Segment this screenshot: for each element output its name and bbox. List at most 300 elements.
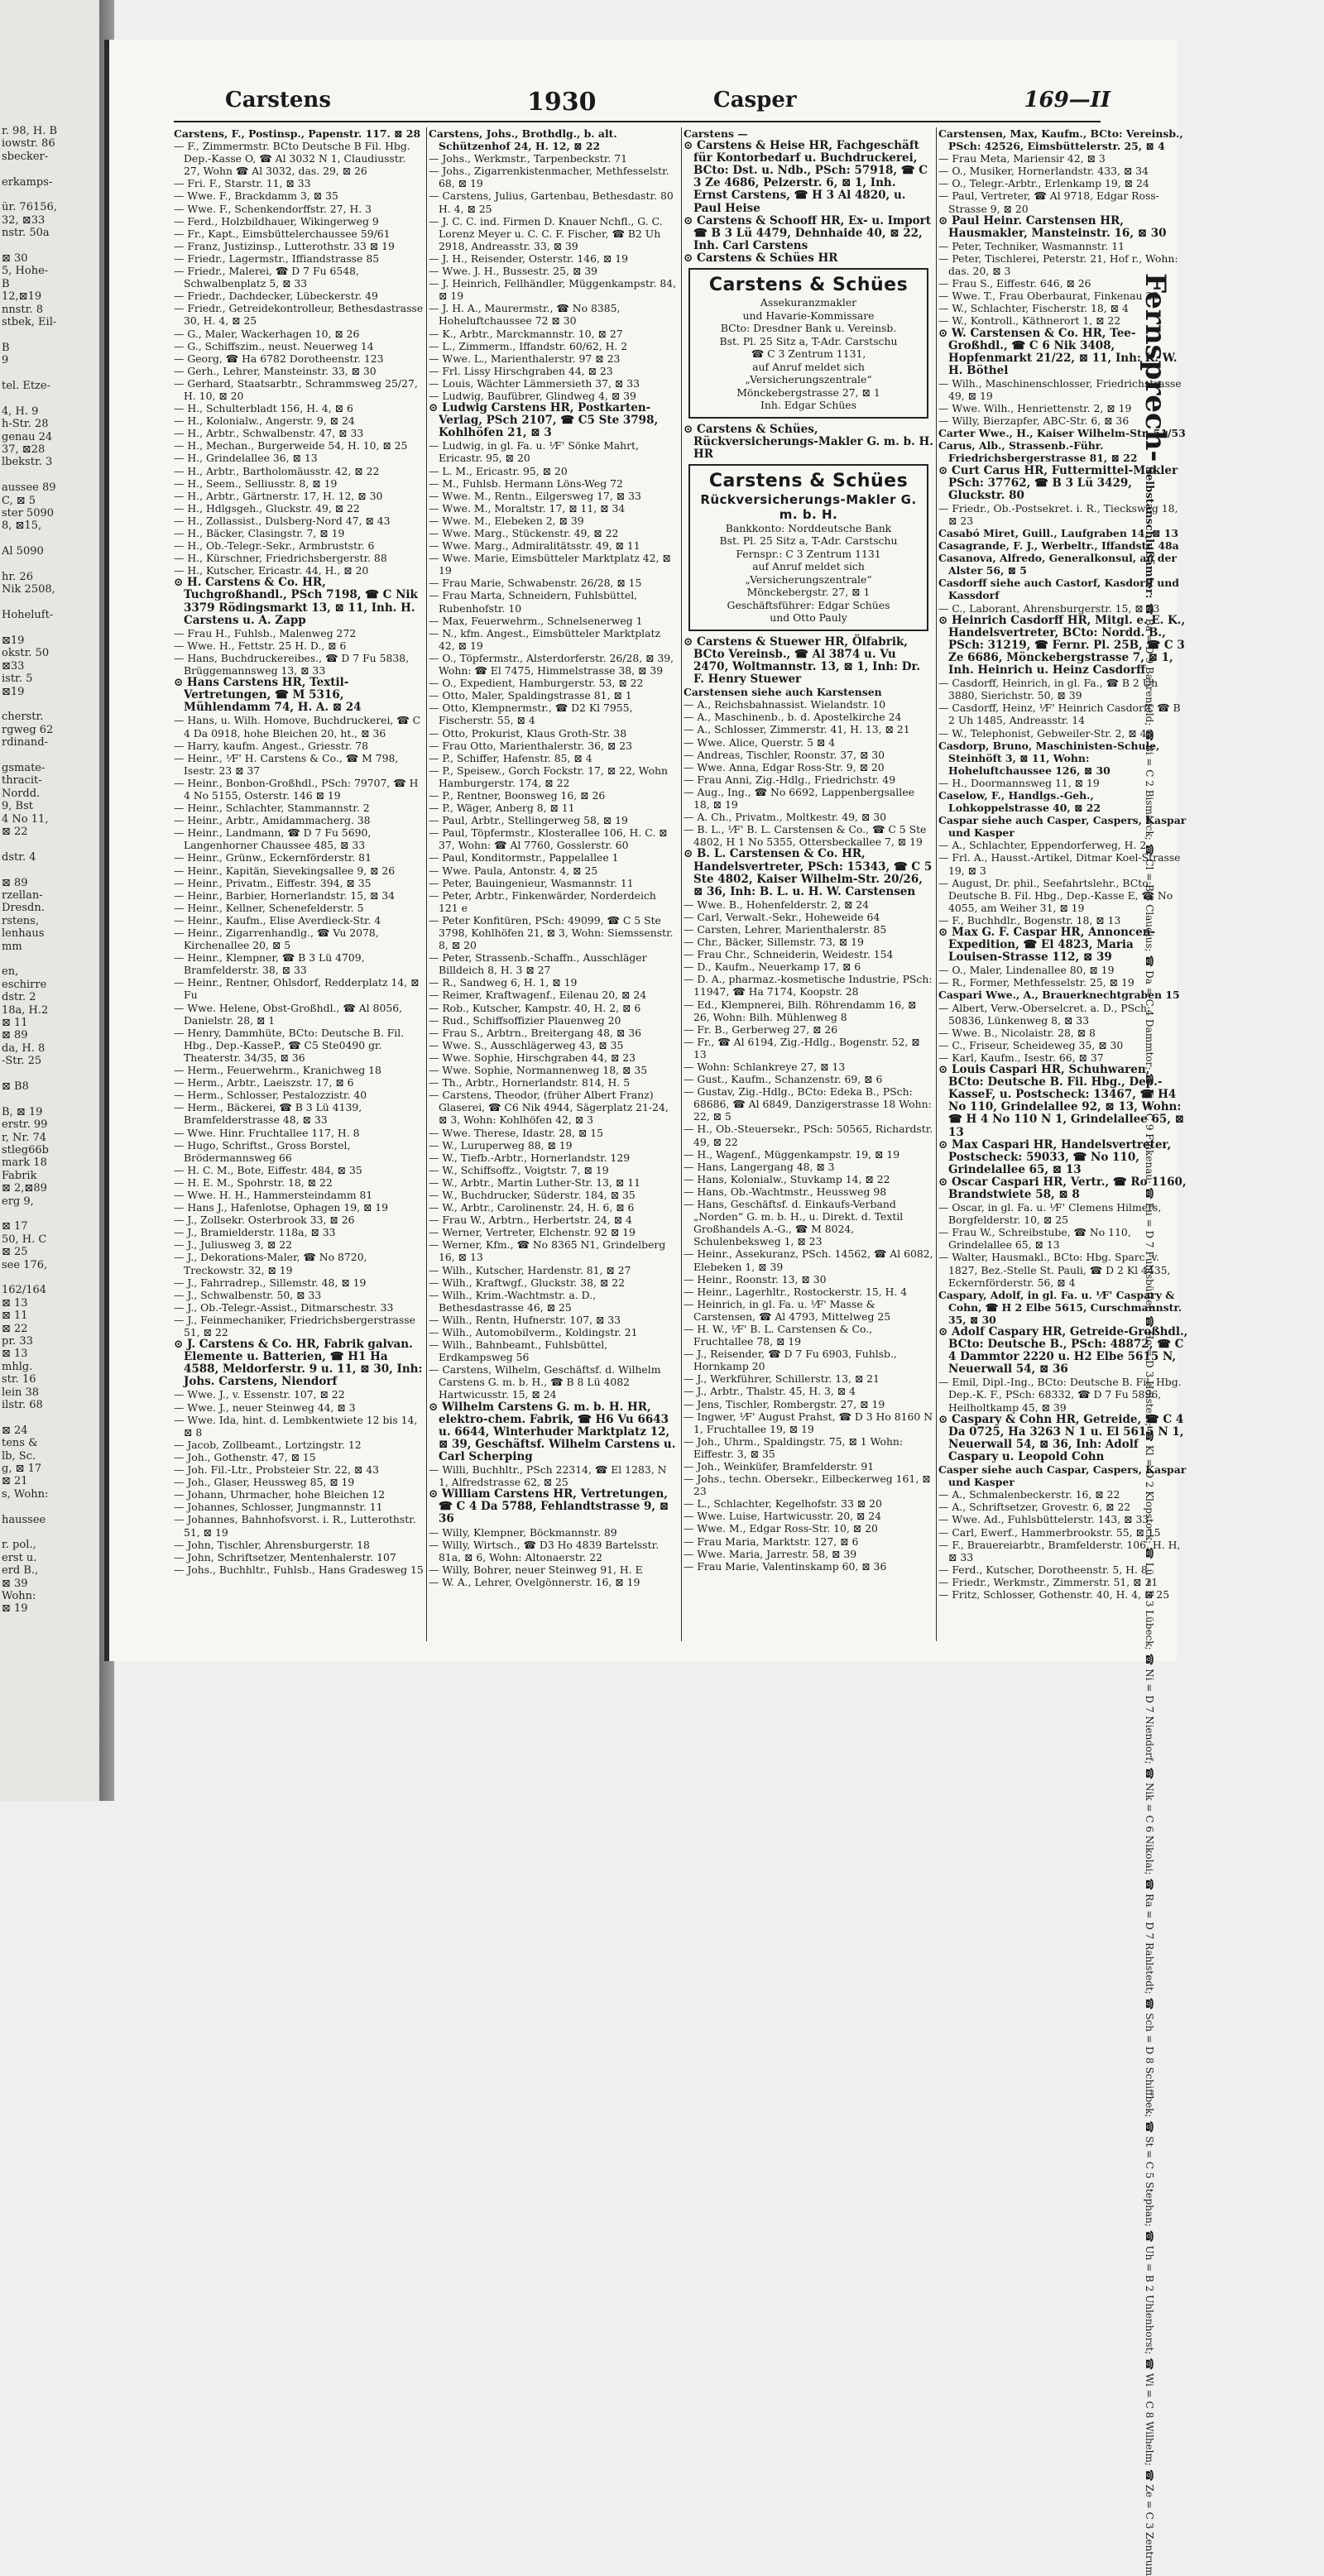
advertisement-lines: [693, 522, 923, 625]
directory-entry: — H., Seem., Selliusstr. 8, ⊠ 19: [174, 476, 338, 490]
directory-entry: — Hans, Kolonialw., Stuvkamp 14, ⊠ 22: [684, 1172, 890, 1185]
previous-page-line: see 176,: [2, 1258, 48, 1271]
previous-page-line: Nordd.: [2, 787, 41, 800]
directory-entry: — Johs., techn. Obersekr., Eilbeckerweg 161, ⊠ 23: [684, 1472, 931, 1498]
previous-page-line: -Str. 25: [2, 1055, 42, 1068]
directory-entry: — Rob., Kutscher, Kampstr. 40, H. 2, ⊠ 6: [429, 1001, 641, 1014]
advertisement-line: Bankkonto: Norddeutsche Bank: [725, 521, 892, 534]
directory-entry: Casanova, Alfredo, Generalkonsul, an der Alster 56, ⊠ 5: [938, 552, 1177, 577]
previous-page-line: ⊠ 25: [2, 1246, 28, 1259]
directory-entry: ⊙ Paul Heinr. Carstensen HR, Hausmakler, Mansteinstr. 16, ⊠ 30: [938, 213, 1167, 240]
advertisement-line: Inh. Edgar Schües: [760, 399, 856, 412]
directory-entry: — H., Schulterbladt 156, H. 4, ⊠ 6: [174, 402, 353, 415]
directory-entry: — Joh. Fil.-Ltr., Probsteier Str. 22, ⊠ 43: [174, 1463, 379, 1477]
directory-entry: Caspar siehe auch Casper, Caspers, Kaspar und Kasper: [938, 814, 1187, 840]
directory-entry: ⊙ Carstens & Schües HR: [684, 251, 838, 265]
directory-entry: — Wwe. B., Nicolaistr. 28, ⊠ 8: [938, 1026, 1096, 1039]
previous-page-line: r. 98, H. B: [2, 125, 58, 137]
directory-entry: — Paul, Vertreter, ☎ Al 9718, Edgar Ross-Strasse 9, ⊠ 20: [938, 189, 1159, 215]
advertisement-line: ☎ C 3 Zentrum 1131,: [751, 347, 866, 361]
directory-page: [104, 40, 1188, 1661]
column-1: [174, 127, 424, 1641]
directory-entry: — Hans, u. Wilh. Homove, Buchdruckerei, ☎ C 4 Da 0918, hohe Bleichen 20, ht., ⊠ 36: [174, 714, 421, 740]
directory-entry: — H., Bäcker, Clasingstr. 7, ⊠ 19: [174, 527, 345, 539]
previous-page-fragment: [0, 0, 99, 1801]
directory-entry: — Frau H., Fuhlsb., Malenweg 272: [174, 626, 357, 639]
previous-page-line: mhlg.: [2, 1360, 33, 1373]
directory-entry: — Hans J., Hafenlotse, Ophagen 19, ⊠ 19: [174, 1201, 389, 1214]
column-2: [429, 127, 679, 1641]
directory-entry: — O., Telegr.-Arbtr., Erlenkamp 19, ⊠ 24: [938, 177, 1149, 190]
directory-entry: — Wwe. Paula, Antonstr. 4, ⊠ 25: [429, 864, 598, 877]
previous-page-line: ⊠ 2,⊠89: [2, 1182, 47, 1195]
directory-entry: — Wwe. M., Edgar Ross-Str. 10, ⊠ 20: [684, 1522, 878, 1535]
directory-entry: — Friedr., Dachdecker, Lübeckerstr. 49: [174, 290, 378, 303]
directory-entry: — Herm., Schlosser, Pestalozzistr. 40: [174, 1089, 367, 1102]
previous-page-line: ster 5090: [2, 507, 55, 520]
previous-page-line: ür. 76156,: [2, 201, 57, 214]
directory-entry: — H., Arbtr., Gärtnerstr. 17, H. 12, ⊠ 30: [174, 489, 383, 502]
advertisement-line: Geschäftsführer: Edgar Schües: [727, 598, 890, 611]
directory-entry: — Wwe. F., Brackdamm 3, ⊠ 35: [174, 189, 338, 203]
previous-page-line: 8, ⊠15,: [2, 520, 42, 533]
directory-entry: — H., Kutscher, Ericastr. 44, H., ⊠ 20: [174, 564, 369, 577]
directory-entry: — Hans, Langergang 48, ⊠ 3: [684, 1160, 835, 1173]
directory-entry: ⊙ Oscar Caspari HR, Vertr., ☎ Ro 1160, Brandstwiete 58, ⊠ 8: [938, 1175, 1187, 1201]
directory-entry: — H., Kolonialw., Angerstr. 9, ⊠ 24: [174, 414, 355, 428]
directory-entry: — H., Ob.-Telegr.-Sekr., Armbruststr. 6: [174, 539, 375, 553]
advertisement-line: auf Anruf meldet sich: [752, 560, 865, 573]
directory-entry: — Chr., Bäcker, Sillemstr. 73, ⊠ 19: [684, 936, 864, 949]
directory-entry: — Ferd., Kutscher, Dorotheenstr. 5, H. 8: [938, 1563, 1148, 1576]
previous-page-line: Al 5090: [2, 545, 44, 558]
directory-entry: — A. Ch., Privatm., Moltkestr. 49, ⊠ 30: [684, 811, 887, 824]
directory-entry: — Karl, Kaufm., Isestr. 66, ⊠ 37: [938, 1051, 1104, 1064]
directory-entry: — W., Tiefb.-Arbtr., Hornerlandstr. 129: [429, 1151, 631, 1164]
directory-entry: — W. A., Lehrer, Ovelgönnerstr. 16, ⊠ 19: [429, 1575, 640, 1588]
directory-entry: — J., Werkführer, Schillerstr. 13, ⊠ 21: [684, 1372, 880, 1386]
directory-entry: — Hans, Geschäftsf. d. Einkaufs-Verband „Norden“ G. m. b. H., u. Direkt. d. Textil Großhandels A.-G., ☎ M 8024, Schulenbeksweg 1, ⊠ 23: [684, 1198, 904, 1248]
directory-entry: — J., Fahrradrep., Sillemstr. 48, ⊠ 19: [174, 1276, 367, 1289]
directory-entry: — W., Luruperweg 88, ⊠ 19: [429, 1138, 573, 1152]
directory-entry: — Heinr., Privatm., Eiffestr. 394, ⊠ 35: [174, 876, 372, 889]
directory-entry: — Wwe. Anna, Edgar Ross-Str. 9, ⊠ 20: [684, 760, 885, 773]
directory-entry: — Wwe. J., v. Essenstr. 107, ⊠ 22: [174, 1388, 345, 1401]
directory-entry: — Wwe. Alice, Querstr. 5 ⊠ 4: [684, 735, 836, 749]
previous-page-line: 5, Hohe-: [2, 265, 49, 278]
directory-entry: — O., Expedient, Hamburgerstr. 53, ⊠ 22: [429, 677, 644, 690]
directory-entry: — Heinr., Zigarrenhandlg., ☎ Vu 2078, Kirchenallee 20, ⊠ 5: [174, 926, 379, 952]
directory-entry: ⊙ J. Carstens & Co. HR, Fabrik galvan. Elemente u. Batterien, ☎ H1 Ha 4588, Meldorferstr. 9 u. 11, ⊠ 30, Inh: Johs. Carstens, Niendorf: [174, 1338, 423, 1389]
directory-entry: — Emil, Dipl.-Ing., BCto: Deutsche B. Fil. Hbg. Dep.-K. F., PSch: 68332, ☎ D 7 Fu 5896, Heilholtkamp 45, ⊠ 39: [938, 1376, 1182, 1414]
directory-entry: — Herm., Arbtr., Laeiszstr. 17, ⊠ 6: [174, 1076, 354, 1089]
column-divider: [426, 127, 427, 1641]
previous-page-line: mm: [2, 940, 22, 953]
directory-entry: — Friedr., Getreidekontrolleur, Bethesdastrasse 30, H. 4, ⊠ 25: [174, 302, 424, 328]
directory-entry: — C., Laborant, Ahrensburgerstr. 15, ⊠ 33: [938, 601, 1160, 615]
advertisement-subtitle: Rückversicherungs-Makler G. m. b. H.: [700, 491, 917, 522]
sidebar-text: [1130, 273, 1172, 2576]
sidebar-subtitle: Selbstanschlußämter:: [1143, 466, 1155, 599]
directory-entry: — A., Schlosser, Zimmerstr. 41, H. 13, ⊠ 21: [684, 723, 910, 736]
directory-entry: — Frau Chr., Schneiderin, Weidestr. 154: [684, 948, 894, 961]
directory-entry: — H., Arbtr., Bartholomäusstr. 42, ⊠ 22: [174, 464, 380, 477]
page-header: [159, 88, 1111, 116]
previous-page-line: ⊠ 19: [2, 1602, 28, 1616]
previous-page-line: B: [2, 277, 10, 290]
advertisement-line: Mönckebergstrasse 27, ⊠ 1: [736, 385, 880, 399]
directory-entry: — Frl. A., Hausst.-Artikel, Ditmar Koel-Strasse 19, ⊠ 3: [938, 851, 1181, 877]
previous-page-line: Fabrik: [2, 1169, 37, 1182]
directory-entry: — Gust., Kaufm., Schanzenstr. 69, ⊠ 6: [684, 1073, 883, 1086]
directory-entry: — Th., Arbtr., Hornerlandstr. 814, H. 5: [429, 1076, 631, 1089]
advertisement-line: Fernspr.: C 3 Zentrum 1131: [736, 547, 881, 560]
advertisement-line: „Versicherungszentrale“: [745, 373, 872, 386]
advertisement-line: BCto: Dresdner Bank u. Vereinsb.: [720, 322, 897, 335]
directory-entry: — M., Fuhlsb. Hermann Löns-Weg 72: [429, 476, 623, 490]
directory-entry: — W., Schlachter, Fischerstr. 18, ⊠ 4: [938, 302, 1129, 315]
directory-entry: — Ludwig, Baufübrer, Glindweg 4, ⊠ 39: [429, 389, 636, 402]
directory-entry: — C., Friseur, Scheideweg 35, ⊠ 30: [938, 1038, 1124, 1051]
directory-entry: — W., Buchdrucker, Süderstr. 184, ⊠ 35: [429, 1188, 636, 1201]
directory-entry: — Wilh., Rentn, Hufnerstr. 107, ⊠ 33: [429, 1313, 621, 1326]
directory-entry: — Frl. Lissy Hirschgraben 44, ⊠ 23: [429, 364, 613, 377]
directory-entry: — Johann, Uhrmacher, hohe Bleichen 12: [174, 1488, 386, 1501]
previous-page-line: cherstr.: [2, 711, 44, 724]
directory-entry: — Wwe. F., Schenkendorffstr. 27, H. 3: [174, 202, 372, 215]
directory-entry: — H., Mechan., Burgerweide 54, H. 10, ⊠ 25: [174, 439, 408, 452]
directory-entry: ⊙ Louis Caspari HR, Schuhwaren, BCto: Deutsche B. Fil. Hbg., Dep.-KasseF, u. Postscheck: 13467, ☎ H4 No 110, Grindelallee 92, ⊠ 13, Wohn: ☎ H 4 No 110 N 1, Grindelallee 65, ⊠ 13: [938, 1063, 1184, 1139]
previous-page-line: 4 No 11,: [2, 812, 49, 826]
directory-entry: — John, Schriftsetzer, Mentenhalerstr. 107: [174, 1550, 396, 1563]
previous-page-line: lbekstr. 3: [2, 456, 53, 469]
directory-entry: — Wwe. M., Elebeken 2, ⊠ 39: [429, 514, 584, 527]
advertisement-line: und Otto Pauly: [770, 611, 847, 625]
directory-entry: — Wilh., Maschinenschlosser, Friedrichstrasse 49, ⊠ 19: [938, 376, 1182, 402]
directory-entry: ⊙ Curt Carus HR, Futtermittel-Makler PSch: 37762, ☎ B 3 Lü 3429, Gluckstr. 80: [938, 463, 1178, 502]
directory-entry: — Wwe. Marg., Admiralitätsstr. 49, ⊠ 11: [429, 539, 640, 553]
directory-entry: — Wwe. Hinr. Fruchtallee 117, H. 8: [174, 1126, 360, 1139]
directory-entry: — Carstens, Julius, Gartenbau, Bethesdastr. 80 H. 4, ⊠ 25: [429, 189, 674, 215]
advertisement-line: „Versicherungszentrale“: [745, 572, 872, 586]
directory-entry: Casper siehe auch Caspar, Caspers, Kaspar und Kasper: [938, 1463, 1187, 1489]
column-3-bottom-entries: [684, 636, 933, 1573]
directory-entry: — Heinr., Barbier, Hornerlandstr. 15, ⊠ 34: [174, 888, 396, 902]
previous-page-line: erstr. 99: [2, 1118, 48, 1132]
directory-entry: — Wwe. M., Rentn., Eilgersweg 17, ⊠ 33: [429, 489, 641, 502]
previous-page-line: h-Str. 28: [2, 418, 49, 431]
previous-page-line: ⊠ 13: [2, 1296, 28, 1310]
directory-entry: — Johs., Zigarrenkistenmacher, Methfesselstr. 68, ⊠ 19: [429, 165, 669, 190]
directory-entry: — Ferd., Holzbildhauer, Wikingerweg 9: [174, 214, 379, 227]
previous-page-line: 9: [2, 354, 9, 367]
directory-entry: — Wwe. M., Moraltstr. 17, ⊠ 11, ⊠ 34: [429, 501, 626, 515]
directory-entry: — P., Rentner, Boonsweg 16, ⊠ 26: [429, 788, 606, 802]
previous-page-line: str. 16: [2, 1373, 36, 1386]
directory-entry: — Heinr., Rentner, Ohlsdorf, Redderplatz 14, ⊠ Fu: [174, 976, 420, 1002]
column-divider: [681, 127, 682, 1641]
directory-entry: — Werner, Kfm., ☎ No 8365 N1, Grindelberg 16, ⊠ 13: [429, 1238, 666, 1264]
directory-entry: ⊙ William Carstens HR, Vertretungen, ☎ C 4 Da 5788, Fehlandtstrasse 9, ⊠ 36: [429, 1487, 669, 1526]
previous-page-line: r, Nr. 74: [2, 1131, 47, 1144]
previous-page-line: 9, Bst: [2, 800, 33, 813]
previous-page-line: erd B.,: [2, 1564, 39, 1578]
directory-entry: — Wwe. Wilh., Henriettenstr. 2, ⊠ 19: [938, 402, 1132, 415]
previous-page-line: B: [2, 341, 10, 354]
directory-entry: — Ingwer, ⅟F' August Prahst, ☎ D 3 Ho 8160 N 1, Fruchtallee 19, ⊠ 19: [684, 1410, 933, 1435]
previous-page-line: r. pol.,: [2, 1539, 36, 1552]
directory-entry: — O., Maler, Lindenallee 80, ⊠ 19: [938, 964, 1115, 977]
directory-entry: — Andreas, Tischler, Roonstr. 37, ⊠ 30: [684, 748, 885, 761]
previous-page-line: B, ⊠ 19: [2, 1105, 43, 1118]
previous-page-line: ⊠ 11: [2, 1310, 28, 1323]
directory-entry: — Frau Marie, Valentinskamp 60, ⊠ 36: [684, 1559, 887, 1573]
directory-entry: — Wwe. J., neuer Steinweg 44, ⊠ 3: [174, 1401, 356, 1414]
directory-entry: — Fritz, Schlosser, Gothenstr. 40, H. 4, ⊠ 25: [938, 1587, 1170, 1601]
directory-entry: ⊙ Hans Carstens HR, Textil-Vertretungen, ☎ M 5316, Mühlendamm 74, H. A. ⊠ 24: [174, 676, 362, 715]
directory-entry: Carstens, F., Postinsp., Papenstr. 117. ⊠ 28: [174, 127, 421, 140]
previous-page-line: iowstr. 86: [2, 137, 55, 151]
previous-page-line: dstr. 4: [2, 850, 36, 864]
directory-entry: — Peter Konfitüren, PSch: 49099, ☎ C 5 Ste 3798, Kohlhöfen 21, ⊠ 3, Wohn: Siemssenstr. 8, ⊠ 20: [429, 913, 674, 952]
directory-entry: — Friedr., Malerei, ☎ D 7 Fu 6548, Schwalbenplatz 5, ⊠ 33: [174, 265, 359, 290]
directory-entry: — Wwe. Sophie, Hirschgraben 44, ⊠ 23: [429, 1051, 636, 1064]
directory-entry: ⊙ B. L. Carstensen & Co. HR, Handelsvertreter, PSch: 15343, ☎ C 5 Ste 4802, Kaiser Wilhelm-Str. 20/26, ⊠ 36, Inh: B. L. u. H. W. Carstensen: [684, 847, 933, 898]
directory-entry: — Wwe. Therese, Idastr. 28, ⊠ 15: [429, 1126, 604, 1139]
previous-page-line: ⊠ 11: [2, 1017, 28, 1029]
previous-page-line: s, Wohn:: [2, 1487, 49, 1501]
directory-entry: ⊙ Caspary & Cohn HR, Getreide, ☎ C 4 Da 0725, Ha 3263 N 1 u. El 5615 N 1, Neuerwall 54, ⊠ 36, Inh: Adolf Caspary u. Leopold Cohn: [938, 1412, 1184, 1463]
directory-entry: ⊙ Carstens & Schües, Rückversicherungs-Makler G. m. b. H. HR: [684, 422, 933, 461]
directory-entry: — Gerh., Lehrer, Mansteinstr. 33, ⊠ 30: [174, 364, 377, 377]
directory-entry: — Heinr., Klempner, ☎ B 3 Lü 4709, Bramfelderstr. 38, ⊠ 33: [174, 951, 365, 977]
directory-entry: — Wwe. Helene, Obst-Großhdl., ☎ Al 8056, Danielstr. 28, ⊠ 1: [174, 1001, 403, 1027]
directory-entry: — Louis, Wächter Lämmersieth 37, ⊠ 33: [429, 376, 640, 390]
previous-page-line: erst u.: [2, 1551, 37, 1564]
directory-entry: — K., Arbtr., Marckmannstr. 10, ⊠ 27: [429, 327, 623, 340]
previous-page-line: stleg66b: [2, 1144, 49, 1156]
advertisement-line: auf Anruf meldet sich: [752, 360, 865, 373]
directory-entry: — Fri. F., Starstr. 11, ⊠ 33: [174, 177, 311, 190]
previous-page-line: ⊠ 89: [2, 1029, 28, 1042]
advertisement-line: Mönckebergstr. 27, ⊠ 1: [746, 586, 871, 599]
directory-entry: — Wwe. T., Frau Oberbaurat, Finkenau 29: [938, 290, 1159, 303]
directory-entry: ⊙ Ludwig Carstens HR, Postkarten-Verlag, PSch 2107, ☎ C5 Ste 3798, Kohlhöfen 21, ⊠ 3: [429, 401, 659, 440]
previous-page-line: rzellan-: [2, 889, 43, 902]
directory-entry: — J., Zollsekr. Osterbrook 33, ⊠ 26: [174, 1214, 355, 1227]
header-rule: [174, 121, 1101, 122]
directory-entry: — O., Töpfermstr., Alsterdorferstr. 26/28, ⊠ 39, Wohn: ☎ El 7475, Himmelstrasse 38, ⊠ 39: [429, 651, 674, 678]
previous-page-line: ⊠ 30: [2, 252, 28, 265]
previous-page-line: da, H. 8: [2, 1041, 46, 1055]
previous-page-line: 4, H. 9: [2, 405, 39, 418]
directory-entry: — Ludwig, in gl. Fa. u. ⅟F' Sönke Mahrt, Ericastr. 95, ⊠ 20: [429, 439, 639, 465]
directory-entry: — Paul, Arbtr., Stellingerweg 58, ⊠ 19: [429, 814, 628, 827]
directory-entry: — H., Ob.-Steuersekr., PSch: 50565, Richardstr. 49, ⊠ 22: [684, 1123, 933, 1148]
previous-page-line: 50, H. C: [2, 1233, 47, 1246]
directory-entry: — Wwe. Sophie, Normannenweg 18, ⊠ 35: [429, 1064, 648, 1077]
header-first-name: Carstens: [225, 88, 331, 113]
previous-page-line: ⊠ 22: [2, 826, 28, 838]
directory-entry: — Wwe. Marg., Stückenstr. 49, ⊠ 22: [429, 527, 619, 539]
directory-entry: — J. H. A., Maurermstr., ☎ No 8385, Hoheluftchaussee 72 ⊠ 30: [429, 302, 621, 328]
directory-entry: — Willi, Buchhltr., PSch 22314, ☎ El 1283, N 1, Alfredstrasse 62, ⊠ 25: [429, 1463, 667, 1489]
previous-page-line: ilstr. 68: [2, 1399, 43, 1411]
directory-entry: — L., Schlachter, Kegelhofstr. 33 ⊠ 20: [684, 1497, 882, 1511]
directory-entry: — Wilh., Automobilverm., Koldingstr. 21: [429, 1326, 638, 1338]
directory-entry: — Oscar, in gl. Fa. u. ⅟F' Clemens Hilmers, Borgfelderstr. 10, ⊠ 25: [938, 1201, 1162, 1227]
directory-entry: ⊙ Wilhelm Carstens G. m. b. H. HR, elektro-chem. Fabrik, ☎ H6 Vu 6643 u. 6644, Winterhuder Marktplatz 12, ⊠ 39, Geschäftsf. Wilhelm Carstens u. Carl Scherping: [429, 1400, 676, 1463]
directory-entry: — Paul, Töpfermstr., Klosterallee 106, H. C. ⊠ 37, Wohn: ☎ Al 7760, Gosslerstr. 60: [429, 826, 668, 852]
previous-page-line: ⊠ 17: [2, 1220, 28, 1233]
previous-page-line: rdinand-: [2, 736, 48, 749]
directory-entry: ⊙ W. Carstensen & Co. HR, Tee-Großhdl., ☎ C 6 Nik 3408, Hopfenmarkt 21/22, ⊠ 11, Inh: K. W. H. Böthel: [938, 326, 1178, 377]
directory-entry: — Wwe. S., Ausschlägerweg 43, ⊠ 35: [429, 1038, 624, 1051]
previous-page-line: eschirre: [2, 978, 47, 991]
directory-entry: Carus, Alb., Strassenb.-Führ. Friedrichsbergerstrasse 81, ⊠ 22: [938, 439, 1138, 465]
directory-entry: — J., Feinmechaniker, Friedrichsbergerstrasse 51, ⊠ 22: [174, 1313, 415, 1338]
directory-entry: — Hans, Buchdruckereibes., ☎ D 7 Fu 5838, Brüggemannsweg 13, ⊠ 33: [174, 651, 410, 678]
previous-page-line: ⊠33: [2, 659, 25, 673]
directory-entry: ⊙ Adolf Caspary HR, Getreide-Großhdl., BCto: Deutsche B., PSch: 48872, ☎ C 4 Dammtor 2220 u. H2 Elbe 5615 N, Neuerwall 54, ⊠ 36: [938, 1325, 1188, 1377]
previous-page-line: ⊠ 39: [2, 1577, 28, 1590]
directory-entry: — J., Schwalbenstr. 50, ⊠ 33: [174, 1288, 322, 1301]
directory-entry: — Wwe. Marie, Eimsbütteler Marktplatz 42, ⊠ 19: [429, 552, 671, 577]
directory-entry: — Wilh., Bahnbeamt., Fuhlsbüttel, Erdkampsweg 56: [429, 1338, 608, 1364]
directory-entry: — Friedr., Werkmstr., Zimmerstr. 51, ⊠ 21: [938, 1575, 1158, 1588]
directory-entry: Caselow, F., Handlgs.-Geh., Lohkoppelstrasse 40, ⊠ 22: [938, 788, 1101, 815]
directory-entry: — Frau S., Arbtrn., Breitergang 48, ⊠ 36: [429, 1026, 641, 1039]
directory-entry: — Otto, Klempnermstr., ☎ D2 Kl 7955, Fischerstr. 55, ⊠ 4: [429, 701, 633, 727]
directory-entry: — D., Kaufm., Neuerkamp 17, ⊠ 6: [684, 960, 861, 974]
directory-entry: — Frau W., Arbtrn., Herbertstr. 24, ⊠ 4: [429, 1214, 632, 1227]
directory-entry: — Peter, Strassenb.-Schaffn., Ausschläger Billdeich 8, H. 3 ⊠ 27: [429, 951, 647, 977]
directory-entry: — W., Kontroll., Käthnerort 1, ⊠ 22: [938, 314, 1121, 328]
directory-entry: — Hugo, Schriftst., Gross Borstel, Brödermannsweg 66: [174, 1138, 351, 1164]
previous-page-line: ⊠ B8: [2, 1080, 29, 1093]
directory-entry: — L., Zimmerm., Iffandstr. 60/62, H. 2: [429, 339, 628, 352]
previous-page-line: dstr. 2: [2, 991, 36, 1004]
directory-entry: — Friedr., Ob.-Postsekret. i. R., Tiecksweg 18, ⊠ 23: [938, 501, 1178, 527]
previous-page-line: stbek, Eil-: [2, 316, 57, 328]
directory-entry: — O., Musiker, Hornerlandstr. 433, ⊠ 34: [938, 165, 1149, 178]
previous-page-line: hr. 26: [2, 571, 33, 583]
directory-entry: — Gustav, Zig.-Hdlg., BCto: Edeka B., PSch: 68686, ☎ Al 6849, Danzigerstrasse 18 Wohn: 22, ⊠ 5: [684, 1085, 932, 1123]
sidebar-exchange-codes: ☎ Ba = D 9 Bahrenfeld; ☎ Bi = C 2 Bismarck; ☎ Cl = B 8 Claudius; ☎ Da = C 4 Dammtor; ☎ Fi = C 9 Finkenau; ☎ Fu = D 7 Fuhlsbüttel; ☎ Ho = D 3 Holstein; ☎ Kl = D 2 Klopstock; ☎ Lü = B 3 Lübeck; ☎ Ni = D 7 Niendorf; ☎ Nik = C 6 Nikolai; ☎ Ra = D 7 Rahlstedt; ☎ Sch = D 8 Schiffbek; ☎ St = C 5 Stephan; ☎ Uh = B 2 Uhlenhorst; ☎ Wi = C 8 Wilhelm; ☎ Ze = C 3 Zentrum: [1144, 602, 1155, 2576]
directory-entry: — Peter, Bauingenieur, Wasmannstr. 11: [429, 876, 634, 889]
directory-entry: — Wohn: Schlankreye 27, ⊠ 13: [684, 1061, 846, 1073]
directory-entry: — Heinr., Lagerhltr., Rostockerstr. 15, H. 4: [684, 1285, 908, 1298]
previous-page-line: C, ⊠ 5: [2, 494, 36, 507]
previous-page-line: Hoheluft-: [2, 609, 54, 622]
advertisement-line: und Havarie-Kommissare: [742, 309, 875, 322]
directory-entry: — F., Zimmermstr. BCto Deutsche B Fil. Hbg. Dep.-Kasse O, ☎ Al 3032 N 1, Claudiusstr. 27, Wohn ☎ Al 3032, das. 29, ⊠ 26: [174, 140, 410, 178]
directory-entry: — Joh., Gothenstr. 47, ⊠ 15: [174, 1450, 316, 1463]
directory-entry: — Johannes, Bahnhofsvorst. i. R., Lutterothstr. 51, ⊠ 19: [174, 1513, 416, 1539]
directory-entry: — Gerhard, Staatsarbtr., Schrammsweg 25/27, H. 10, ⊠ 20: [174, 376, 418, 402]
previous-page-line: Nik 2508,: [2, 583, 55, 596]
directory-entry: — H., Wagenf., Müggenkampstr. 19, ⊠ 19: [684, 1147, 900, 1161]
previous-page-line: ⊠19: [2, 634, 25, 647]
directory-entry: — Frau Marie, Schwabenstr. 26/28, ⊠ 15: [429, 577, 642, 590]
directory-entry: — P., Schiffer, Hafenstr. 85, ⊠ 4: [429, 751, 592, 764]
directory-entry: — Wwe. J. H., Bussestr. 25, ⊠ 39: [429, 265, 598, 278]
directory-entry: — Carstens, Wilhelm, Geschäftsf. d. Wilhelm Carstens G. m. b. H., ☎ B 8 Lü 4082 Hartwicusstr. 15, ⊠ 24: [429, 1363, 661, 1401]
directory-entry: — L. M., Ericastr. 95, ⊠ 20: [429, 464, 568, 477]
directory-entry: — Carl, Ewerf., Hammerbrookstr. 55, ⊠ 15: [938, 1525, 1161, 1539]
directory-entry: — Heinr., Kellner, Schenefelderstr. 5: [174, 901, 364, 914]
directory-entry: — H., Kürschner, Friedrichsbergerstr. 88: [174, 552, 387, 565]
directory-entry: Casdorp, Bruno, Maschinisten-Schule, Steinhöft 3, ⊠ 11, Wohn: Hoheluftchaussee 126, ⊠ 30: [938, 739, 1160, 777]
directory-entry: Casagrande, F. J., Werbeltr., Iffandstr. 48a: [938, 539, 1179, 553]
column-3-top-entries: [684, 127, 933, 265]
previous-page-line: thracit-: [2, 774, 42, 788]
directory-entry: — Heinr., Kapitän, Sievekingsallee 9, ⊠ 26: [174, 864, 396, 877]
directory-entry: — Wilh., Krim.-Wachtmstr. a. D., Bethesdastrasse 46, ⊠ 25: [429, 1288, 597, 1314]
directory-entry: Caspari Wwe., A., Brauerknechtgraben 15: [938, 989, 1180, 1002]
directory-entry: — Friedr., Lagermstr., Iffiandstrasse 85: [174, 251, 380, 265]
directory-entry: Carstens, Johs., Brothdlg., b. alt. Schützenhof 24, H. 12, ⊠ 22: [429, 127, 617, 153]
directory-entry: — Jacob, Zollbeamt., Lortzingstr. 12: [174, 1438, 362, 1451]
previous-page-line: sbecker-: [2, 150, 49, 163]
directory-entry: Carter Wwe., H., Kaiser Wilhelm-Str. 51/53: [938, 427, 1186, 440]
directory-entry: — Frau Otto, Marienthalerstr. 36, ⊠ 23: [429, 739, 632, 752]
directory-entry: ⊙ H. Carstens & Co. HR, Tuchgroßhandl., PSch 7198, ☎ C Nik 3379 Rödingsmarkt 13, ⊠ 11, Inh. H. Carstens u. A. Zapp: [174, 576, 418, 627]
advertisement-box: [688, 268, 928, 419]
directory-entry: — Carstens, Theodor, (früher Albert Franz) Glaserei, ☎ C6 Nik 4944, Sägerplatz 21-24, ⊠ 3, Wohn: Kohlhöfen 42, ⊠ 3: [429, 1089, 669, 1127]
directory-entry: — A., Schriftsetzer, Grovestr. 6, ⊠ 22: [938, 1501, 1131, 1514]
directory-entry: — Heinr., Schlachter, Stammannstr. 2: [174, 802, 370, 815]
directory-entry: — Wwe. Ida, hint. d. Lembkentwiete 12 bis 14, ⊠ 8: [174, 1413, 418, 1439]
directory-entry: — Frau W., Schreibstube, ☎ No 110, Grindelallee 65, ⊠ 13: [938, 1226, 1131, 1252]
directory-entry: — P., Wäger, Anberg 8, ⊠ 11: [429, 802, 575, 815]
directory-entry: — A., Schlachter, Eppendorferweg, H. 2: [938, 839, 1147, 852]
advertisement-line: Assekuranzmakler: [760, 296, 857, 309]
previous-page-line: ⊠ 22: [2, 1322, 28, 1335]
directory-entry: — Heinr., Grünw., Eckernförderstr. 81: [174, 851, 372, 864]
directory-entry: — Herm., Bäckerei, ☎ B 3 Lü 4139, Bramfelderstrasse 48, ⊠ 33: [174, 1101, 362, 1127]
advertisement-line: Bst. Pl. 25 Sitz a, T-Adr. Carstschu: [719, 334, 898, 347]
directory-entry: — Georg, ☎ Ha 6782 Dorotheenstr. 123: [174, 352, 384, 365]
directory-entry: — R., Former, Methfesselstr. 25, ⊠ 19: [938, 976, 1135, 989]
directory-entry: — Casdorff, Heinz, ⅟F' Heinrich Casdorff, ☎ B 2 Uh 1485, Andreasstr. 14: [938, 701, 1181, 727]
previous-page-line: 162/164: [2, 1284, 47, 1297]
directory-entry: — Hans, Ob.-Wachtmstr., Heussweg 98: [684, 1185, 887, 1198]
directory-entry: — J. C. C. ind. Firmen D. Knauer Nchfl., G. C. Lorenz Meyer u. C. C. F. Fischer, ☎ B2 Uh 2918, Andreasstr. 33, ⊠ 39: [429, 214, 663, 252]
directory-entry: — Frau Anni, Zig.-Hdlg., Friedrichstr. 49: [684, 773, 896, 786]
directory-entry: — Willy, Bierzapfer, ABC-Str. 6, ⊠ 36: [938, 414, 1130, 428]
directory-entry: — A., Maschinenb., b. d. Apostelkirche 24: [684, 711, 902, 724]
directory-entry: — G., Schiffszim., neust. Neuerweg 14: [174, 339, 374, 352]
directory-entry: — R., Sandweg 6, H. 1, ⊠ 19: [429, 976, 578, 989]
directory-entry: — Willy, Klempner, Böckmannstr. 89: [429, 1525, 617, 1539]
previous-page-line: istr. 5: [2, 673, 33, 686]
directory-entry: ⊙ Max G. F. Caspar HR, Annoncen-Expedition, ☎ El 4823, Maria Louisen-Strasse 112, ⊠ 39: [938, 926, 1156, 965]
directory-entry: — Heinrich, in gl. Fa. u. ⅟F' Masse & Carstensen, ☎ Al 4793, Mittelweg 25: [684, 1297, 891, 1323]
directory-entry: — H. W., ⅟F' B. L. Carstensen & Co., Fruchtallee 78, ⊠ 19: [684, 1322, 873, 1348]
directory-entry: ⊙ Carstens & Schooff HR, Ex- u. Import ☎ B 3 Lü 4479, Dehnhaide 40, ⊠ 22, Inh. Carl Carstens: [684, 213, 932, 252]
directory-entry: — Max, Feuerwehrm., Schnelsenerweg 1: [429, 614, 643, 627]
previous-page-line: 37, ⊠28: [2, 443, 46, 456]
directory-entry: — A., Schmalenbeckerstr. 16, ⊠ 22: [938, 1488, 1120, 1501]
previous-page-line: genau 24: [2, 430, 53, 443]
directory-entry: — J. Heinrich, Fellhändler, Müggenkampstr. 84, ⊠ 19: [429, 277, 677, 303]
directory-entry: — Henry, Dammhüte, BCto: Deutsche B. Fil. Hbg., Dep.-KasseP., ☎ C5 Ste0490 gr. Theaterstr. 34/35, ⊠ 36: [174, 1026, 405, 1064]
previous-page-line: rstens,: [2, 914, 39, 927]
directory-entry: — Heinr., ⅟F' H. Carstens & Co., ☎ M 798, Isestr. 23 ⊠ 37: [174, 751, 399, 777]
advertisement-lines: [693, 296, 923, 412]
directory-entry: — J., Ob.-Telegr.-Assist., Ditmarschestr. 33: [174, 1300, 394, 1314]
